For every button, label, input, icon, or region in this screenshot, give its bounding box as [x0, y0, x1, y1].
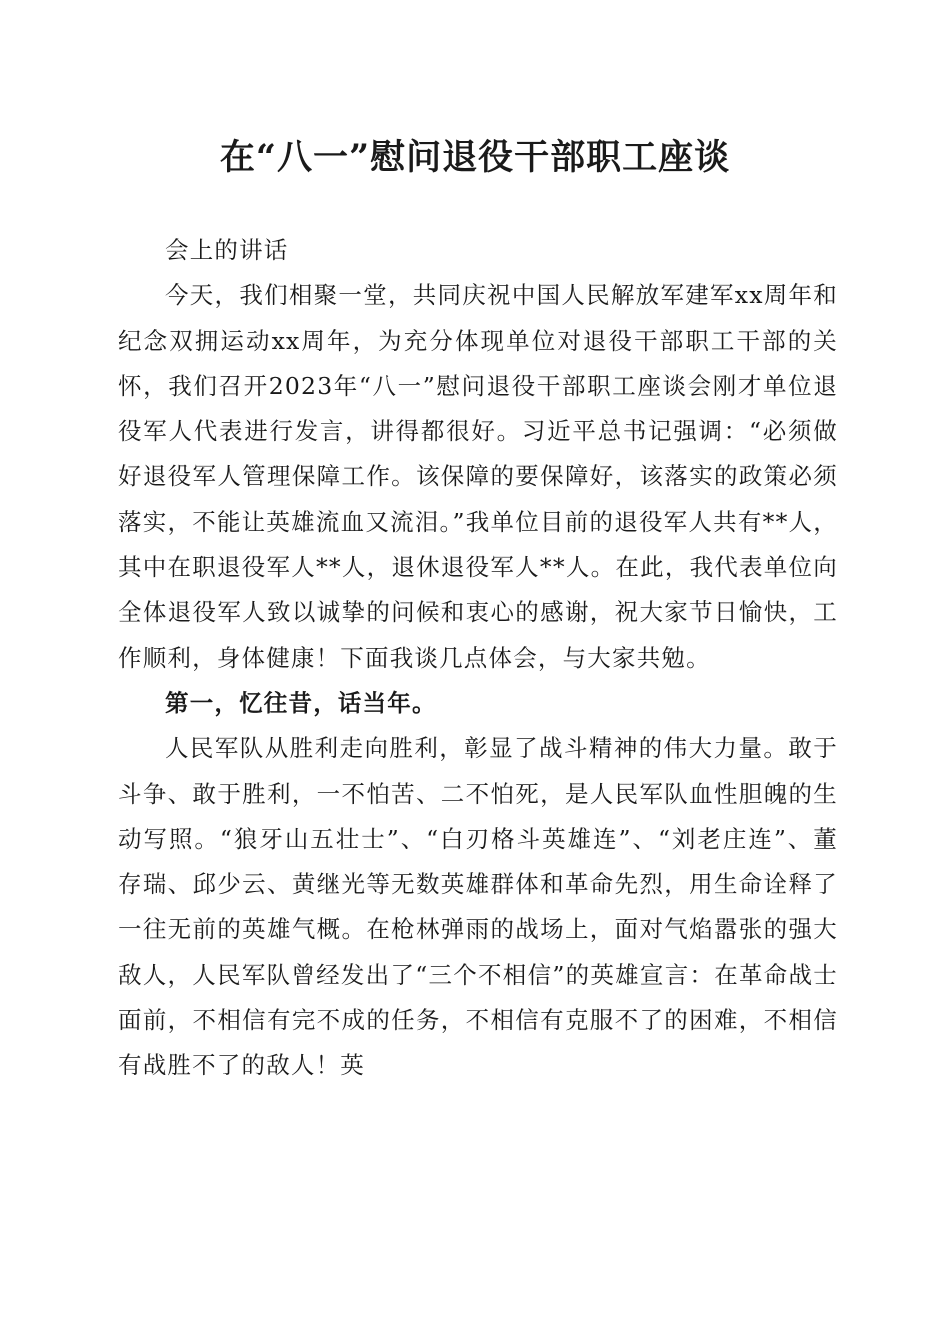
paragraph-army-history: 人民军队从胜利走向胜利，彰显了战斗精神的伟大力量。敢于斗争、敢于胜利，一不怕苦、二不怕死，是人民军队血性胆魄的生动写照。“狼牙山五壮士”、“白刃格斗英雄连”、“刘老庄连”、董存瑞、邱少云、黄继光等无数英雄群体和革命先烈，用生命诠释了一往无前的英雄气概。在枪林弹雨的战场上，面对气焰嚣张的强大敌人，人民军队曾经发出了“三个不相信”的英雄宣言：在革命战士面前，不相信有完不成的任务，不相信有克服不了的困难，不相信有战胜不了的敌人！英	[118, 734, 838, 1080]
paragraph-subtitle: 会上的讲话	[165, 236, 289, 264]
document-title: 在“八一”慰问退役干部职工座谈	[219, 137, 731, 178]
document-body	[118, 228, 838, 1089]
section-heading-first: 第一，忆往昔，话当年。	[165, 688, 437, 717]
paragraph-opening: 今天，我们相聚一堂，共同庆祝中国人民解放军建军xx周年和纪念双拥运动xx周年，为充分体现单位对退役干部职工干部的关怀，我们召开2023年“八一”慰问退役干部职工座谈会刚才单位退役军人代表进行发言，讲得都很好。习近平总书记强调：“必须做好退役军人管理保障工作。该保障的要保障好，该落实的政策必须落实，不能让英雄流血又流泪。”我单位目前的退役军人共有**人，其中在职退役军人**人，退休退役军人**人。在此，我代表单位向全体退役军人致以诚挚的问候和衷心的感谢，祝大家节日愉快，工作顺利，身体健康！下面我谈几点体会，与大家共勉。	[118, 281, 838, 672]
